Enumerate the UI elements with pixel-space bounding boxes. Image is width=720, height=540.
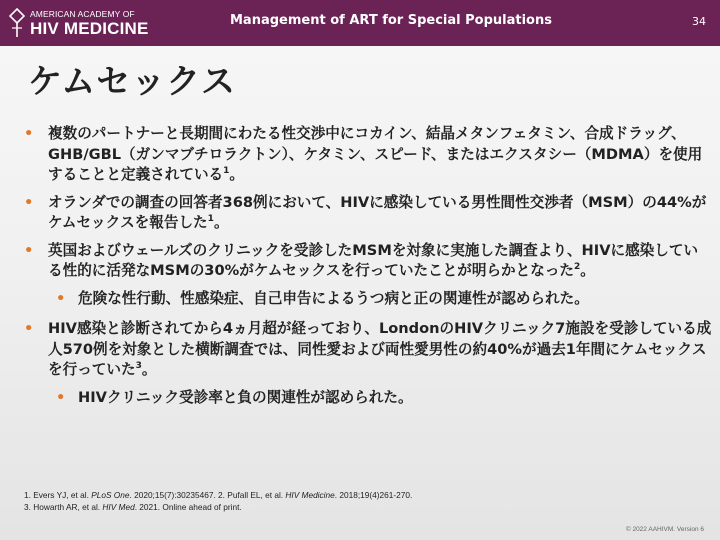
bullet-3 bbox=[22, 241, 712, 282]
sub-bullet-4 bbox=[22, 388, 712, 409]
page-title: ケムセックス bbox=[28, 62, 236, 102]
sub-bullet-marker: • bbox=[56, 289, 66, 307]
bullet-ref: 1 bbox=[207, 214, 214, 225]
journal-name: PLoS One bbox=[91, 490, 130, 500]
bullet-marker: • bbox=[24, 193, 34, 211]
header-title: Management of ART for Special Populations bbox=[230, 13, 552, 28]
bullet-text: 英国およびウェールズのクリニックを受診したMSMを対象に実施した調査より、HIVに感染している性的に活発なMSMの30%がケムセックスを行っていたことが明らかとなった bbox=[48, 241, 699, 279]
reference-line-2 bbox=[24, 502, 412, 514]
aahivm-logo bbox=[8, 6, 188, 40]
sub-bullet-marker: • bbox=[56, 388, 66, 406]
reference-line-1 bbox=[24, 490, 412, 502]
references bbox=[24, 490, 412, 513]
journal-name: HIV Med bbox=[102, 501, 135, 512]
bullet-marker: • bbox=[24, 125, 34, 142]
reference-text: . 2020;15(7):30235467. 2. Pufall EL, et al. bbox=[129, 490, 286, 500]
reference-text: 3. Howarth AR, et al. bbox=[24, 501, 103, 512]
copyright: © 2022 AAHIVM. Version 6 bbox=[625, 526, 704, 533]
bullet-text: オランダでの調査の回答者368例において、HIVに感染している男性間性交渉者（MSM）の44%がケムセックスを報告した bbox=[48, 193, 707, 231]
logo-text-big: HIV MEDICINE bbox=[30, 19, 149, 38]
header-bar bbox=[0, 0, 720, 46]
logo-mark-icon bbox=[8, 8, 26, 38]
bullet-ref: 3 bbox=[135, 361, 142, 372]
journal-name: HIV Medicine bbox=[285, 490, 335, 500]
reference-text: . 2018;19(4)261-270. bbox=[334, 490, 413, 500]
sub-bullet-text: HIVクリニック受診率と負の関連性が認められた。 bbox=[78, 388, 413, 406]
slide-number: 34 bbox=[692, 15, 706, 28]
bullet-4 bbox=[22, 319, 712, 381]
bullet-tail: 。 bbox=[213, 214, 229, 231]
bullet-list bbox=[22, 124, 712, 418]
sub-bullet-text: 危険な性行動、性感染症、自己申告によるうつ病と正の関連性が認められた。 bbox=[78, 289, 589, 307]
reference-text: . 2021. Online ahead of print. bbox=[134, 501, 242, 512]
reference-text: 1. Evers YJ, et al. bbox=[24, 490, 92, 500]
logo-text-small: AMERICAN ACADEMY OF bbox=[30, 9, 135, 19]
bullet-text: 複数のパートナーと長期間にわたる性交渉中にコカイン、結晶メタンフェタミン、合成ドラッグ、GHB/GBL（ガンマブチロラクトン）、ケタミン、スピード、またはエクスタシー（MDMA）を使用することと定義されている bbox=[48, 125, 703, 183]
bullet-tail: 。 bbox=[141, 361, 157, 378]
sub-bullet-3 bbox=[22, 289, 712, 310]
bullet-tail: 。 bbox=[580, 262, 595, 279]
bullet-marker: • bbox=[24, 241, 34, 259]
bullet-tail: 。 bbox=[229, 166, 245, 183]
bullet-ref: 1 bbox=[223, 166, 230, 177]
bullet-marker: • bbox=[24, 320, 34, 337]
bullet-1 bbox=[22, 124, 712, 186]
bullet-2 bbox=[22, 193, 712, 234]
bullet-text: HIV感染と診断されてから4ヵ月超が経っており、LondonのHIVクリニック7施設を受診している成人570例を対象とした横断調査では、同性愛および両性愛男性の約40%が過去1年間にケムセックスを行っていた bbox=[48, 320, 712, 378]
bullet-ref: 2 bbox=[574, 262, 581, 273]
